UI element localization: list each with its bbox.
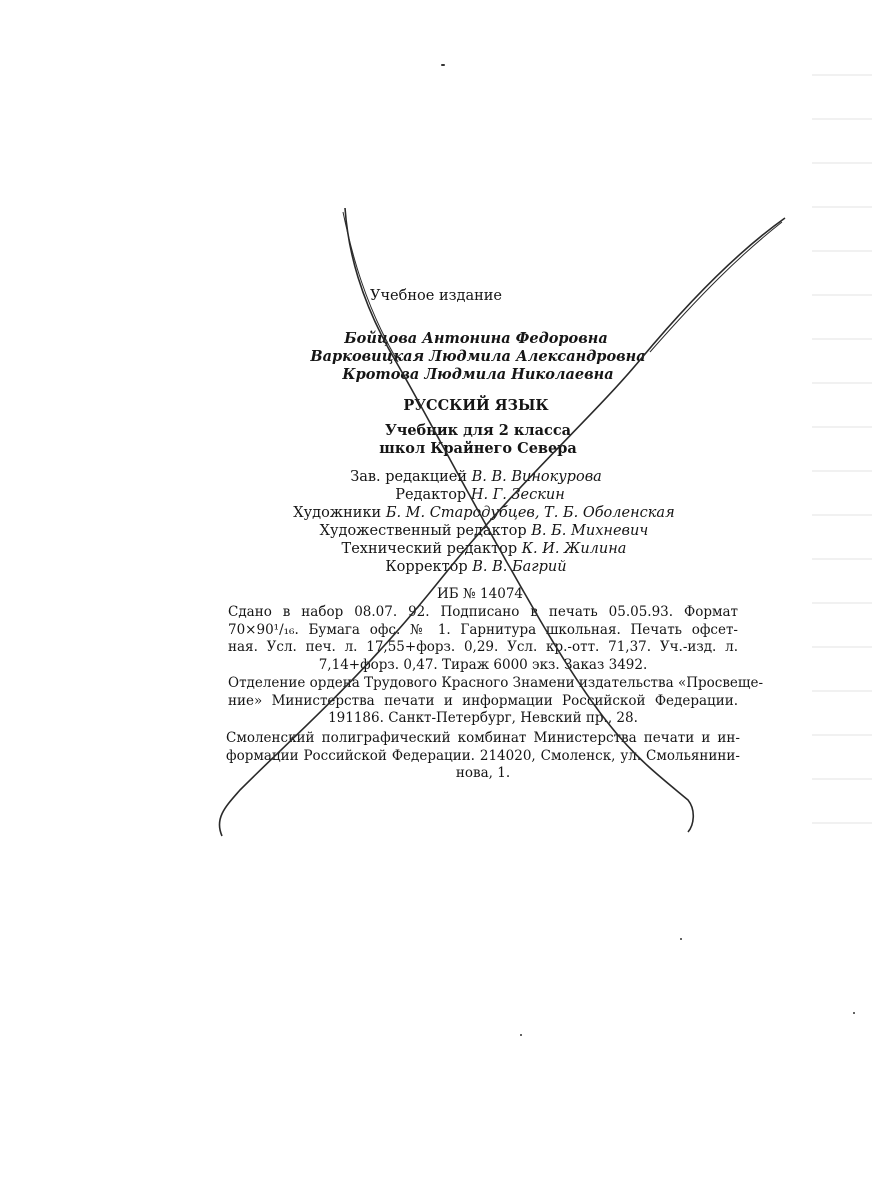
cross-stroke-left-2 bbox=[343, 212, 398, 362]
credit-name: В. Б. Михневич bbox=[531, 523, 649, 539]
cross-stroke-right bbox=[219, 218, 785, 836]
printer-line-2: формации Российской Федерации. 214020, Смоленск, ул. Смольянини- bbox=[226, 747, 740, 764]
printer-line-3: нова, 1. bbox=[455, 765, 511, 781]
speck bbox=[680, 938, 682, 940]
author-3: Кротова Людмила Николаевна bbox=[342, 366, 614, 383]
cross-stroke-right-2 bbox=[650, 222, 782, 352]
speck bbox=[853, 1012, 855, 1014]
print-line-1: Сдано в набор 08.07. 92. Подписано в печать 05.05.93. Формат bbox=[228, 604, 738, 620]
subtitle-line-1: Учебник для 2 класса bbox=[384, 422, 572, 439]
speck bbox=[520, 1034, 522, 1036]
print-line-4: 7,14+форз. 0,47. Тираж 6000 экз. Заказ 3492. bbox=[318, 656, 648, 673]
print-line-3: ная. Усл. печ. л. 17,55+форз. 0,29. Усл. кр.-отт. 71,37. Уч.-изд. л. bbox=[228, 639, 738, 655]
credit-name: Н. Г. Зескин bbox=[470, 487, 565, 503]
edition-type: Учебное издание bbox=[369, 288, 502, 304]
credit-name: В. В. Винокурова bbox=[471, 469, 602, 485]
print-line-2: 70×90¹/₁₆. Бумага офс. № 1. Гарнитура школьная. Печать офсет- bbox=[228, 621, 738, 638]
credit-role: Корректор bbox=[385, 559, 468, 575]
author-1: Бойцова Антонина Федоровна bbox=[344, 330, 608, 347]
credit-role: Художественный редактор bbox=[319, 523, 527, 539]
credit-role: Редактор bbox=[395, 487, 467, 503]
ib-number: ИБ № 14074 bbox=[437, 586, 523, 602]
speck bbox=[441, 64, 445, 66]
publisher-line-2: ние» Министерства печати и информации Российской Федерации. bbox=[228, 692, 738, 709]
credit-name: К. И. Жилина bbox=[521, 541, 627, 557]
subtitle-line-2: школ Крайнего Севера bbox=[379, 440, 577, 457]
credit-name: Б. М. Стародубцев, Т. Б. Оболенская bbox=[385, 505, 675, 521]
cross-stroke-left bbox=[345, 208, 693, 832]
credit-role: Художники bbox=[293, 505, 382, 521]
publisher-line-3: 191186. Санкт-Петербург, Невский пр., 28. bbox=[328, 710, 638, 726]
book-title: РУССКИЙ ЯЗЫК bbox=[403, 397, 549, 414]
author-2: Варковицкая Людмила Александровна bbox=[310, 348, 646, 365]
credit-name: В. В. Багрий bbox=[472, 559, 567, 575]
publisher-line-1: Отделение ордена Трудового Красного Знамени издательства «Просвеще- bbox=[228, 675, 764, 691]
printer-line-1: Смоленский полиграфический комбинат Министерства печати и ин- bbox=[226, 730, 740, 746]
credit-role: Технический редактор bbox=[341, 541, 518, 557]
credit-role: Зав. редакцией bbox=[350, 469, 467, 485]
